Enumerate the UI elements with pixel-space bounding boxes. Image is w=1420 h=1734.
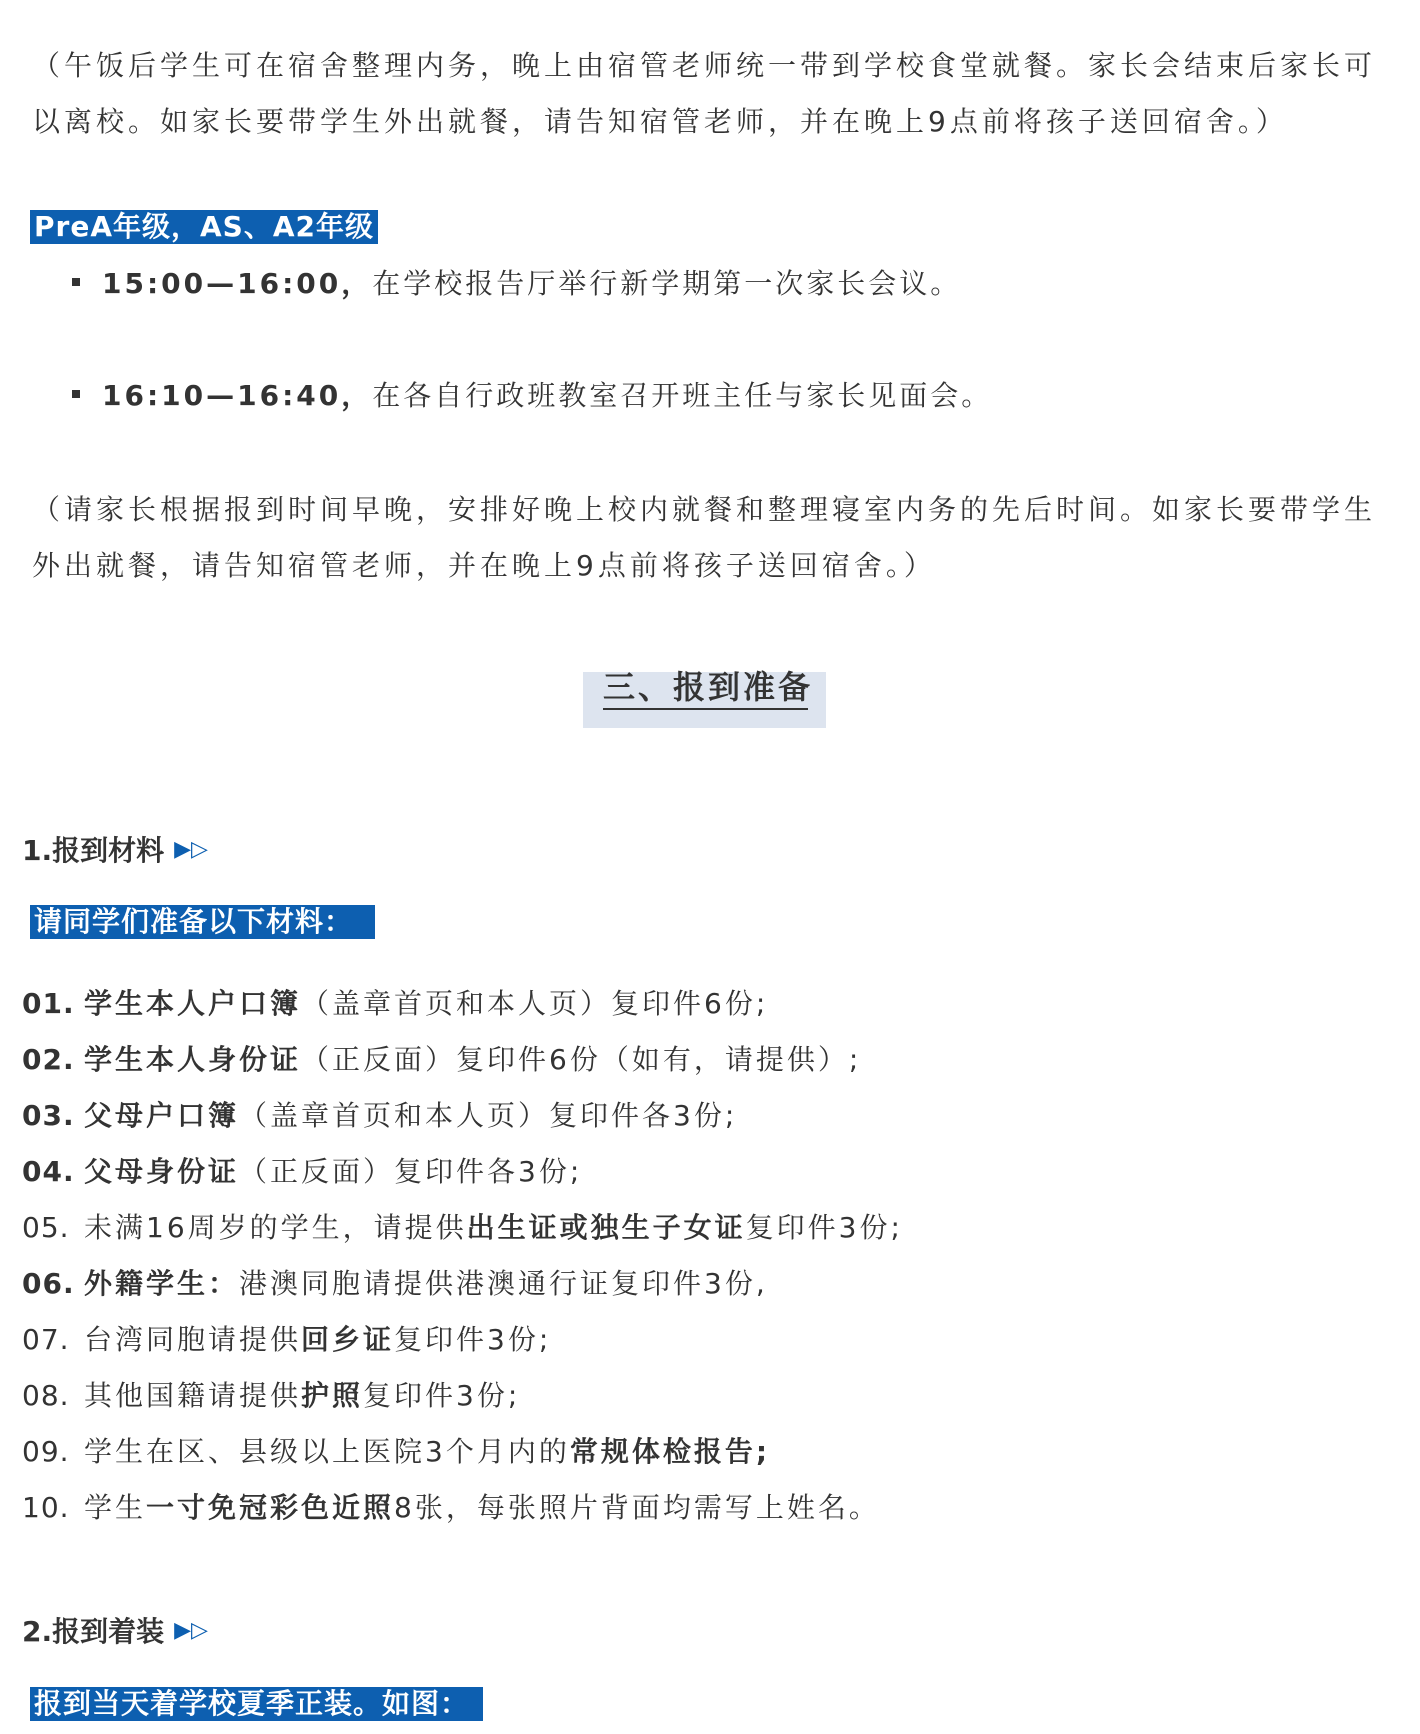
item-number: 07. <box>22 1323 70 1356</box>
item-emphasis: 一寸免冠彩色近照 <box>146 1491 395 1524</box>
list-item <box>22 1480 1382 1536</box>
schedule-text: 在各自行政班教室召开班主任与家长见面会。 <box>372 379 993 412</box>
item-number: 02. <box>22 1043 75 1076</box>
item-text: 其他国籍请提供 <box>84 1379 302 1412</box>
list-item <box>22 1144 1382 1200</box>
schedule-time: 15:00—16:00， <box>102 267 373 300</box>
list-item <box>22 1200 1382 1256</box>
item-number: 05. <box>22 1211 70 1244</box>
grade-heading: PreA年级，AS、A2年级 <box>30 210 378 244</box>
schedule-text: 在学校报告厅举行新学期第一次家长会议。 <box>372 267 962 300</box>
item-number: 04. <box>22 1155 75 1188</box>
list-item <box>22 1368 1382 1424</box>
materials-heading-text: 1.报到材料 <box>22 834 165 867</box>
attire-banner: 报到当天着学校夏季正装。如图： <box>30 1687 483 1721</box>
play-arrows-icon: ▶▷ <box>174 837 208 862</box>
materials-heading <box>22 833 208 870</box>
item-number: 03. <box>22 1099 75 1132</box>
item-text: （正反面）复印件6份（如有，请提供）; <box>301 1043 862 1076</box>
item-text: （正反面）复印件各3份; <box>239 1155 583 1188</box>
intro-note: （午饭后学生可在宿舍整理内务，晚上由宿管老师统一带到学校食堂就餐。家长会结束后家长可以离校。如家长要带学生外出就餐，请告知宿管老师，并在晚上9点前将孩子送回宿舍。） <box>32 49 1377 138</box>
section-title: 三、报到准备 <box>603 666 808 710</box>
item-text: （盖章首页和本人页）复印件各3份; <box>239 1099 738 1132</box>
schedule-time: 16:10—16:40， <box>102 379 373 412</box>
list-item <box>22 976 1382 1032</box>
bullet-square-icon <box>72 390 80 398</box>
list-item <box>22 1088 1382 1144</box>
item-emphasis: 外籍学生： <box>84 1267 240 1300</box>
item-text: 复印件3份; <box>363 1379 521 1412</box>
schedule-item <box>72 378 992 414</box>
item-emphasis: 常规体检报告; <box>569 1435 771 1468</box>
item-emphasis: 学生本人身份证 <box>84 1043 302 1076</box>
item-text: 学生 <box>84 1491 147 1524</box>
item-text: 复印件3份; <box>745 1211 903 1244</box>
item-emphasis: 出生证或独生子女证 <box>466 1211 746 1244</box>
item-emphasis: 学生本人户口簿 <box>84 987 302 1020</box>
item-text: 港澳同胞请提供港澳通行证复印件3份, <box>239 1267 768 1300</box>
item-emphasis: 回乡证 <box>301 1323 395 1356</box>
play-arrows-icon: ▶▷ <box>174 1618 208 1643</box>
attire-heading-text: 2.报到着装 <box>22 1615 165 1648</box>
attire-heading <box>22 1614 208 1651</box>
list-item <box>22 1032 1382 1088</box>
bullet-square-icon <box>72 278 80 286</box>
item-number: 09. <box>22 1435 70 1468</box>
item-number: 10. <box>22 1491 70 1524</box>
reminder-note: （请家长根据报到时间早晚，安排好晚上校内就餐和整理寝室内务的先后时间。如家长要带学生外出就餐，请告知宿管老师，并在晚上9点前将孩子送回宿舍。） <box>32 493 1377 582</box>
item-text: （盖章首页和本人页）复印件6份; <box>301 987 769 1020</box>
item-text: 台湾同胞请提供 <box>84 1323 302 1356</box>
item-text: 复印件3份; <box>394 1323 552 1356</box>
list-item <box>22 1424 1382 1480</box>
item-text: 学生在区、县级以上医院3个月内的 <box>84 1435 570 1468</box>
materials-banner: 请同学们准备以下材料： <box>30 905 375 939</box>
item-number: 06. <box>22 1267 75 1300</box>
item-emphasis: 父母身份证 <box>84 1155 240 1188</box>
list-item <box>22 1256 1382 1312</box>
list-item <box>22 1312 1382 1368</box>
schedule-item <box>72 266 961 302</box>
item-number: 01. <box>22 987 75 1020</box>
item-text: 未满16周岁的学生，请提供 <box>84 1211 467 1244</box>
item-emphasis: 父母户口簿 <box>84 1099 240 1132</box>
item-number: 08. <box>22 1379 70 1412</box>
materials-list <box>22 976 1382 1536</box>
item-emphasis: 护照 <box>301 1379 364 1412</box>
item-text: 8张，每张照片背面均需写上姓名。 <box>394 1491 880 1524</box>
